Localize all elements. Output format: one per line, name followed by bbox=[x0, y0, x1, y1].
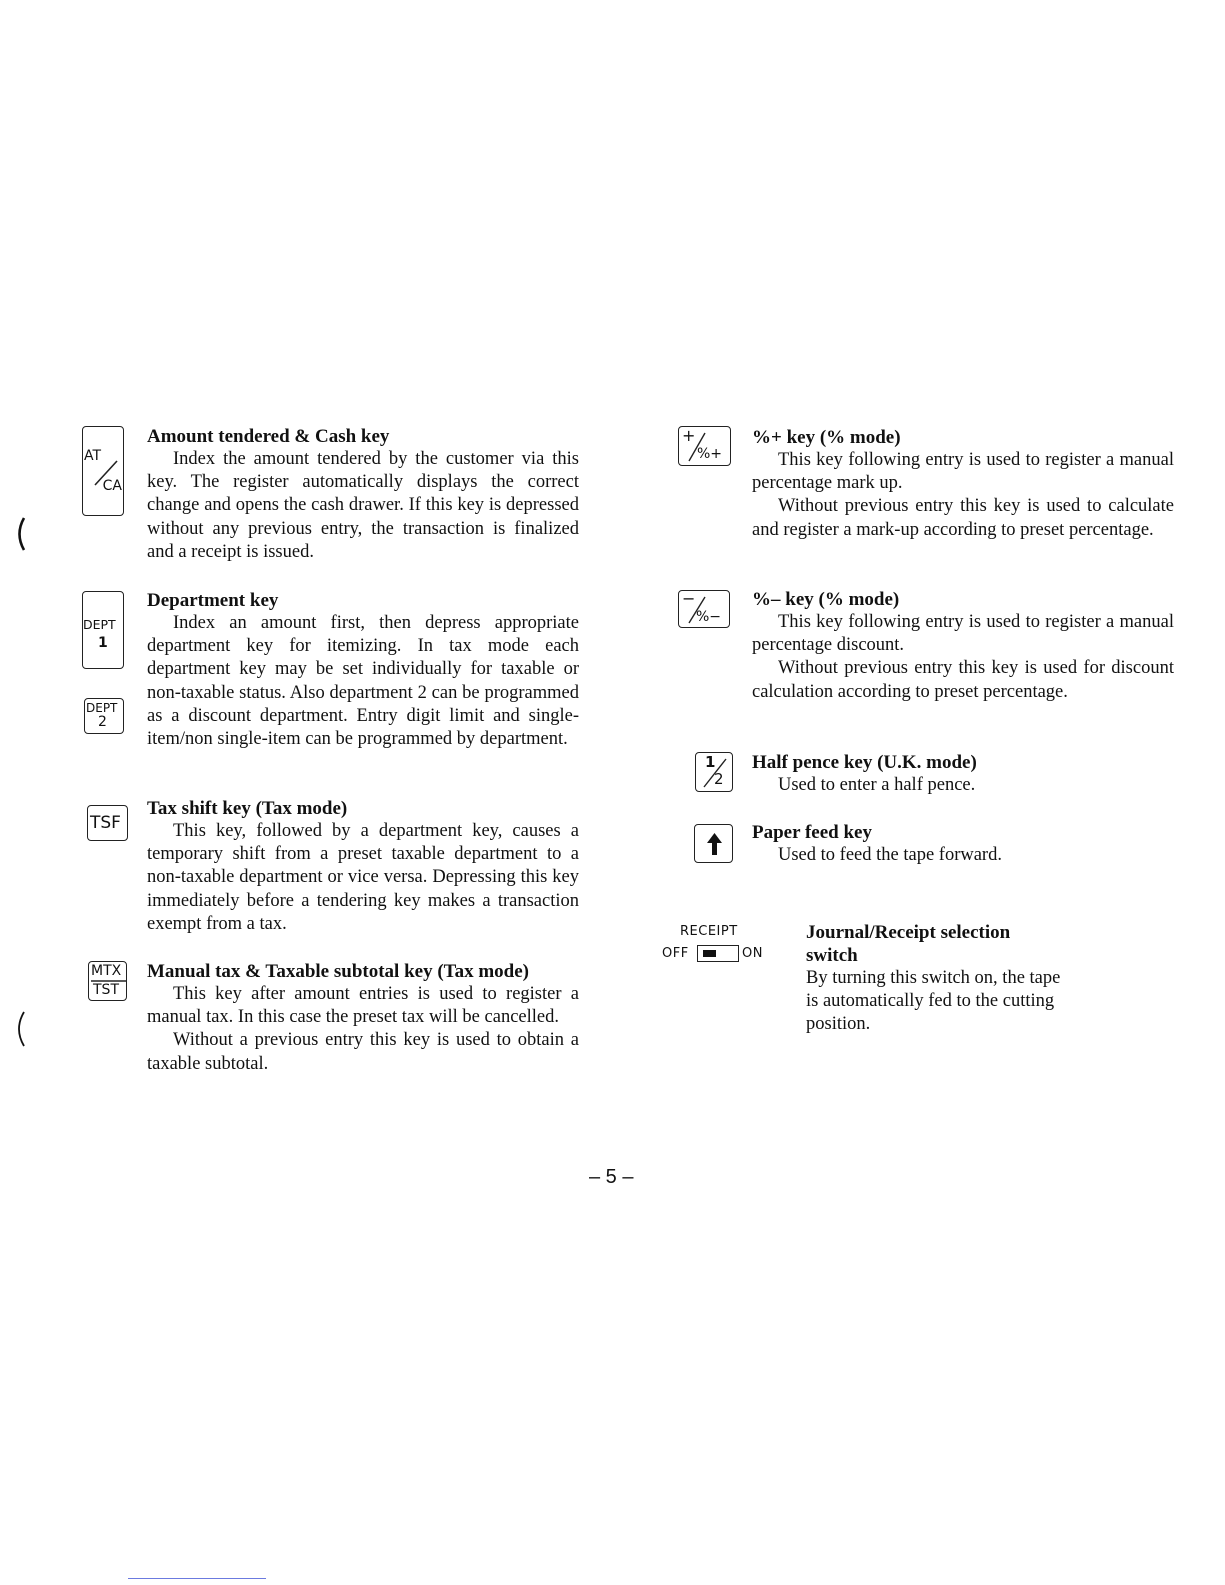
percent-minus-key-icon bbox=[678, 590, 730, 628]
key-label: TSF bbox=[90, 813, 121, 833]
left-margin-parenthesis-icon bbox=[13, 1010, 27, 1048]
key-bottom-label: CA bbox=[102, 478, 122, 494]
amount-tendered-cash-key-icon bbox=[82, 426, 124, 516]
section-title: %– key (% mode) bbox=[752, 589, 900, 610]
key-top-label: DEPT bbox=[86, 701, 118, 715]
manual-tax-taxable-subtotal-key-icon bbox=[88, 961, 127, 1001]
section-body-1: This key after amount entries is used to register a manual tax. In this case the preset tax will be cancelled. bbox=[147, 984, 579, 1028]
key-top-label: AT bbox=[84, 448, 102, 464]
up-arrow-icon bbox=[695, 825, 734, 864]
key-top-label: + bbox=[682, 426, 696, 445]
section-body: This key, followed by a department key, causes a temporary shift from a preset taxable department to a non-taxable department or vice versa. Depressing this key immediately before a tendering key makes a transaction exempt from a tax. bbox=[147, 821, 579, 934]
section-title: Journal/Receipt selection bbox=[806, 922, 1011, 943]
page-number: – 5 – bbox=[589, 1166, 634, 1188]
department-2-key-icon bbox=[84, 698, 124, 734]
key-top-label: − bbox=[682, 589, 696, 608]
section-body: Index the amount tendered by the customer via this key. The register automatically displays the correct change and opens the cash drawer. If this key is depressed without any previous entry, the transaction is finalized and a receipt is issued. bbox=[147, 449, 579, 562]
section-body-1: This key following entry is used to register a manual percentage mark up. bbox=[752, 450, 1174, 494]
section-title: %+ key (% mode) bbox=[752, 427, 901, 448]
section-title: Department key bbox=[147, 590, 279, 611]
journal-receipt-switch[interactable] bbox=[697, 945, 739, 962]
section-title-continued: switch bbox=[806, 945, 858, 966]
tax-shift-key-icon bbox=[87, 805, 128, 841]
section-title: Half pence key (U.K. mode) bbox=[752, 752, 977, 773]
slash-icon bbox=[83, 427, 125, 517]
section-body: By turning this switch on, the tape is automatically fed to the cutting position. bbox=[806, 968, 1061, 1035]
section-paper-feed bbox=[752, 821, 1174, 867]
switch-on-label: ON bbox=[742, 946, 763, 961]
key-top-label: MTX bbox=[91, 963, 122, 979]
section-amount-tendered bbox=[147, 425, 579, 564]
section-percent-plus bbox=[752, 426, 1174, 542]
switch-off-label: OFF bbox=[662, 946, 689, 961]
section-body-2: Without previous entry this key is used to calculate and register a mark-up according to preset percentage. bbox=[752, 496, 1174, 540]
left-margin-parenthesis-icon bbox=[13, 516, 27, 552]
section-journal-receipt bbox=[806, 921, 1076, 1037]
section-body-1: This key following entry is used to register a manual percentage discount. bbox=[752, 612, 1174, 656]
section-title: Tax shift key (Tax mode) bbox=[147, 798, 348, 819]
section-title: Amount tendered & Cash key bbox=[147, 426, 390, 447]
key-bottom-label: %+ bbox=[697, 446, 723, 462]
percent-plus-key-icon bbox=[678, 426, 731, 466]
half-pence-key-icon bbox=[695, 752, 733, 792]
key-bottom-label: TST bbox=[93, 982, 119, 998]
key-top-label: DEPT bbox=[83, 617, 116, 632]
department-1-key-icon bbox=[82, 591, 124, 669]
switch-knob bbox=[703, 950, 716, 957]
section-body: Used to feed the tape forward. bbox=[778, 845, 1002, 865]
key-bottom-label: 2 bbox=[714, 770, 724, 788]
key-bottom-label: 2 bbox=[98, 714, 107, 730]
paper-feed-key-icon bbox=[694, 824, 733, 863]
section-tax-shift bbox=[147, 797, 579, 936]
section-body: Used to enter a half pence. bbox=[778, 775, 976, 795]
section-department bbox=[147, 589, 579, 751]
scan-edge-line bbox=[128, 1578, 266, 1579]
section-manual-tax bbox=[147, 960, 579, 1076]
section-half-pence bbox=[752, 751, 1174, 797]
section-body: Index an amount first, then depress appropriate department key for itemizing. In tax mode each department key may be set individually for taxable or non-taxable status. Also department 2 can be programmed as a discount department. Entry digit limit and single-item/non single-item can be programmed by department. bbox=[147, 613, 579, 750]
section-body-2: Without previous entry this key is used for discount calculation according to preset percentage. bbox=[752, 658, 1174, 702]
section-title: Manual tax & Taxable subtotal key (Tax mode) bbox=[147, 961, 529, 982]
switch-receipt-label: RECEIPT bbox=[680, 924, 738, 939]
section-percent-minus bbox=[752, 588, 1174, 704]
key-top-label: 1 bbox=[705, 753, 716, 771]
key-bottom-label: %− bbox=[696, 609, 722, 625]
key-bottom-label: 1 bbox=[98, 635, 108, 651]
section-body-2: Without a previous entry this key is used to obtain a taxable subtotal. bbox=[147, 1030, 579, 1074]
section-title: Paper feed key bbox=[752, 822, 872, 843]
